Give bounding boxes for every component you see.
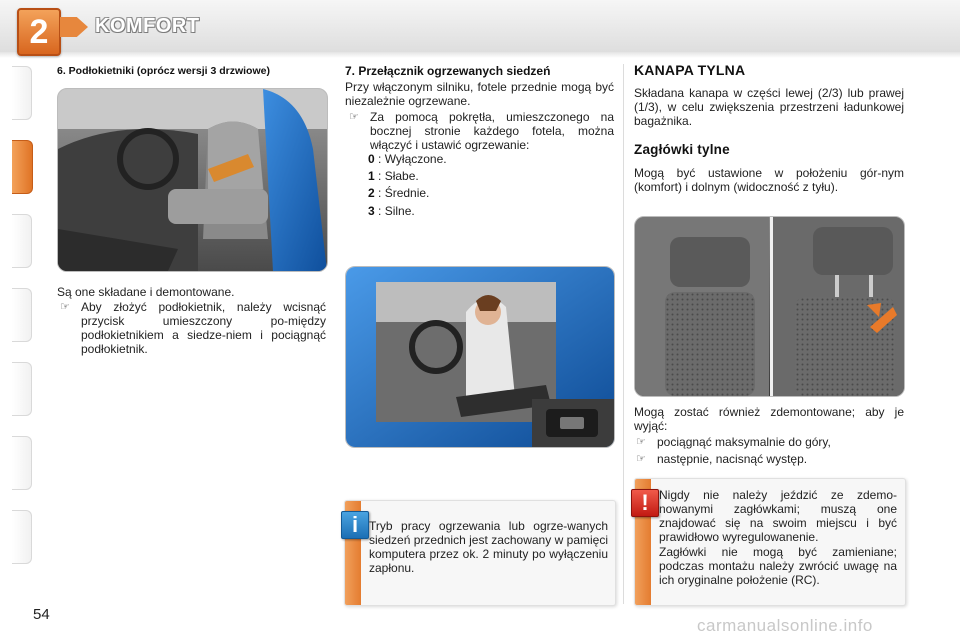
rear-headrest-image xyxy=(635,217,904,396)
heated-seats-heading: 7. Przełącznik ogrzewanych siedzeń xyxy=(345,64,551,78)
heat-level-1: 1 : Słabe. xyxy=(368,169,419,183)
column-divider xyxy=(623,64,624,604)
chapter-tab-4[interactable] xyxy=(12,288,32,342)
headrest-bullet-2 xyxy=(636,452,902,466)
warning-callout-text-2: Zagłówki nie mogą być zamieniane; podczas montażu należy zwrócić uwagę na ich oryginalne położenie (RC). xyxy=(659,545,897,587)
rear-bench-heading: KANAPA TYLNA xyxy=(634,62,746,78)
chapter-tab-6[interactable] xyxy=(12,436,32,490)
headrest-bullet-2-text: następnie, nacisnąć występ. xyxy=(657,452,808,466)
chapter-number-badge: 2 xyxy=(17,8,61,56)
headrest-removal-text: Mogą zostać również zdemontowane; aby je wyjąć: xyxy=(634,405,904,433)
chapter-tab-7[interactable] xyxy=(12,510,32,564)
warning-icon: ! xyxy=(631,489,659,517)
heated-seats-bullet-text: Za pomocą pokrętła, umieszczonego na bocznej stronie każdego fotela, można włączyć i ustawić ogrzewanie: xyxy=(370,110,614,152)
page-number: 54 xyxy=(33,606,50,623)
heat-level-3: 3 : Silne. xyxy=(368,204,415,218)
headrest-bullet-1 xyxy=(636,435,902,449)
heat-level-0: 0 : Wyłączone. xyxy=(368,152,447,166)
chapter-tab-3[interactable] xyxy=(12,214,32,268)
info-callout xyxy=(344,500,616,606)
armrest-photo xyxy=(57,88,328,272)
chapter-tab-5[interactable] xyxy=(12,362,32,416)
car-interior-armrest-image xyxy=(58,89,327,271)
info-icon: i xyxy=(341,511,369,539)
warning-callout xyxy=(634,478,906,606)
watermark: carmanualsonline.info xyxy=(697,616,873,635)
headrest-photos xyxy=(634,216,905,397)
rear-headrests-text: Mogą być ustawione w położeniu gór-nym (komfort) i dolnym (widoczność z tyłu). xyxy=(634,166,904,194)
chapter-tab-2-active[interactable] xyxy=(12,140,33,194)
armrest-intro-text: Są one składane i demontowane. xyxy=(57,285,235,299)
rear-bench-intro: Składana kanapa w części lewej (2/3) lub prawej (1/3), w celu zwiększenia przestrzeni ładunkowej bagażnika. xyxy=(634,86,904,128)
pointing-hand-icon: ☞ xyxy=(636,436,646,448)
warning-callout-text-1: Nigdy nie należy jeździć ze zdemo-nowanymi zagłówkami; muszą one znajdować się na swoim miejscu i być prawidłowo wyregulowanenie. xyxy=(659,488,897,544)
header-shadow xyxy=(0,52,960,58)
heated-seat-photo xyxy=(345,266,615,448)
armrest-heading: 6. Podłokietniki (oprócz wersji 3 drzwiowe) xyxy=(57,65,270,77)
armrest-bullet-text: Aby złożyć podłokietnik, należy wcisnąć przycisk umieszczony po-między podłokietnikiem a siedze-niem i pociągnąć podłokietnik. xyxy=(81,300,326,356)
info-callout-text: Tryb pracy ogrzewania lub ogrze-wanych siedzeń przednich jest zachowany w pamięci komputera przez ok. 2 minuty po wyłączeniu zapłonu. xyxy=(369,519,608,575)
pointing-hand-icon: ☞ xyxy=(60,301,70,313)
chapter-title: KOMFORT xyxy=(95,15,200,37)
heat-level-2: 2 : Średnie. xyxy=(368,186,430,200)
pointing-hand-icon: ☞ xyxy=(636,453,646,465)
driver-seat-image xyxy=(346,267,614,447)
heated-seats-bullet xyxy=(349,110,614,152)
headrest-bullet-1-text: pociągnąć maksymalnie do góry, xyxy=(657,435,831,449)
chapter-tab-1[interactable] xyxy=(12,66,32,120)
rear-headrests-heading: Zagłówki tylne xyxy=(634,142,730,157)
armrest-bullet xyxy=(60,300,326,356)
pointing-hand-icon: ☞ xyxy=(349,111,359,123)
heated-seats-intro: Przy włączonym silniku, fotele przednie mogą być niezależnie ogrzewane. xyxy=(345,80,614,108)
